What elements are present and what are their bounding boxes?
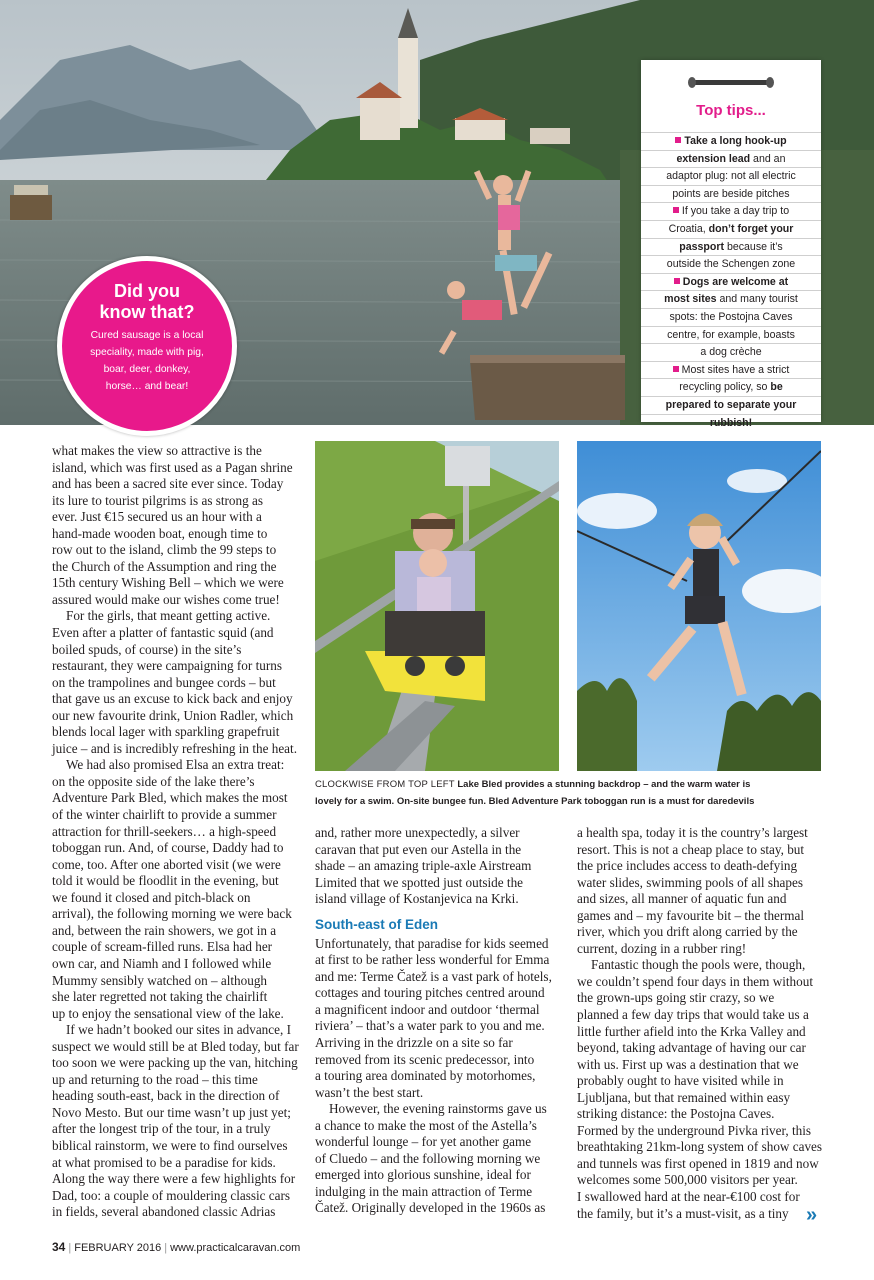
text-line: and has been a sacred site ever since. Today [52, 476, 284, 492]
text-line: For the girls, that meant getting active. [66, 608, 271, 624]
tip-text-pre: points are beside pitches [672, 187, 790, 200]
did-you-know-title: Did you know that? [99, 281, 195, 322]
tip-text-bold: most sites [664, 293, 717, 306]
tip-text-pre: a dog crèche [700, 346, 762, 359]
pink-bullet-icon [674, 278, 680, 284]
tip-text-bold: passport [679, 240, 725, 253]
text-line: river, which you drift along carried by the [577, 924, 798, 940]
tip-line [641, 255, 821, 273]
continue-arrow-icon: » [806, 1204, 818, 1226]
text-line: breathtaking 21km-long system of show caves [577, 1139, 823, 1155]
text-line: resort. This is not a cheap place to stay, but [577, 841, 805, 857]
text-line: Even after a platter of fantastic squid (and [52, 625, 274, 641]
text-line: a magnificent indoor and outdoor ‘thermal [315, 1001, 540, 1017]
tip-text-pre: adaptor plug: not all electric [666, 170, 796, 183]
text-line: games and – my favourite bit – the thermal [577, 907, 805, 923]
text-line: planned a few day trips that would take us a [577, 1007, 809, 1023]
text-line: wasn’t the best start. [315, 1084, 424, 1100]
text-line: row out to the island, climb the 99 steps to [52, 542, 277, 558]
text-line: wonderful lounge – for yet another game [315, 1134, 532, 1150]
tip-text-post: and many tourist [716, 293, 798, 306]
text-line: probably ought to have visited while in [577, 1073, 784, 1089]
text-line: our new favourite drink, Union Radler, which [52, 707, 294, 723]
pink-bullet-icon [675, 137, 681, 143]
text-line: what makes the view so attractive is the [52, 443, 262, 458]
text-line: island, which was first used as a Pagan shrine [52, 459, 293, 475]
tip-text-pre: spots: the Postojna Caves [669, 310, 793, 323]
text-line: striking distance: the Postojna Caves. [577, 1106, 775, 1122]
tip-text-pre: centre, for example, boasts [667, 328, 795, 341]
text-line: the Church of the Assumption and ring the [52, 558, 277, 574]
text-line: welcomes some 500,000 visitors per year. [577, 1172, 798, 1188]
text-line: Limited that we spotted just outside the [315, 874, 524, 890]
text-line: restaurant, they were campaigning for turns [52, 658, 282, 674]
text-line: current, dozing in a rubber ring! [577, 940, 747, 956]
text-line: little further afield into the Krka Valley and [577, 1023, 806, 1039]
text-line: a health spa, today it is the country’s largest [577, 825, 808, 840]
text-line: boiled spuds, of course) in the site’s [52, 641, 242, 657]
text-line: of the winter chairlift to provide a summer [52, 807, 277, 823]
tip-line [641, 414, 821, 432]
text-line: assured would make our wishes come true! [52, 591, 280, 607]
text-line: and, rather more unexpectedly, a silver [315, 825, 520, 840]
footer-separator-1: | [68, 1242, 72, 1254]
column-2-top-text [315, 825, 565, 908]
footer-separator-2: | [164, 1242, 168, 1254]
tip-text-bold: extension lead [676, 152, 751, 165]
tip-line [641, 150, 821, 168]
tip-text-pre: recycling policy, so [679, 381, 771, 394]
text-line: Along the way there were a few highlights for [52, 1171, 296, 1187]
text-line: Unfortunately, that paradise for kids seemed [315, 935, 549, 951]
text-line: However, the evening rainstorms gave us [329, 1101, 547, 1117]
text-line: couple of scream-filled runs. Elsa had her [52, 939, 273, 955]
page-footer [52, 1240, 300, 1254]
text-line: and, between the rain showers, we got in a [52, 922, 277, 938]
text-line: we found it closed and pitch-black on [52, 889, 251, 905]
paper-clip-icon [691, 80, 771, 85]
section-subheading: South-east of Eden [315, 916, 439, 932]
toboggan-photo [315, 441, 559, 771]
text-line: Fantastic though the pools were, though, [591, 957, 806, 973]
tip-text-bold: don’t forget your [708, 222, 794, 235]
text-line: heading south-east, back in the direction of [52, 1088, 280, 1104]
top-tips-box [641, 60, 821, 429]
text-line: Formed by the underground Pivka river, this [577, 1122, 812, 1138]
did-you-know-badge [57, 256, 237, 436]
tip-line [641, 220, 821, 238]
article-column-2 [315, 825, 565, 1217]
tip-text-pre: If you take a day trip to [681, 205, 790, 218]
text-line: attraction for thrill-seekers… a high-speed [52, 823, 277, 839]
text-line: caravan that put even our Astella in the [315, 841, 522, 857]
text-line: up and returning to the road – this time [52, 1071, 258, 1087]
text-line: and me: Terme Čatež is a vast park of hotels, [315, 968, 552, 984]
top-tips-list [641, 132, 821, 431]
text-line: shade – an amazing triple-axle Airstream [315, 858, 532, 874]
text-line: ever. Just €15 secured us an hour with a [52, 509, 262, 525]
text-line: too soon we were packing up the van, hitching [52, 1055, 298, 1071]
text-line: riviera’ – that’s a water park to you and me. [315, 1018, 545, 1034]
text-line: hand-made wooden boat, enough time to [52, 525, 268, 541]
text-line: arrival), the following morning we were back [52, 906, 292, 922]
tip-line [641, 167, 821, 185]
tip-line [641, 326, 821, 344]
text-line: the grown-ups going stir crazy, so we [577, 990, 775, 1006]
tip-text-pre: Most sites have a strict [681, 363, 790, 376]
text-line: Novo Mesto. But our time wasn’t up just yet; [52, 1104, 291, 1120]
text-line: I swallowed hard at the near-€100 cost for [577, 1189, 800, 1205]
text-line: a touring area dominated by motorhomes, [315, 1068, 536, 1084]
text-line: after the longest trip of the tour, in a truly [52, 1121, 271, 1137]
text-line: Arriving in the drizzle on a site so far [315, 1035, 513, 1051]
text-line: own car, and Niamh and I followed while [52, 955, 272, 971]
text-line: that gave us an excuse to kick back and enjoy [52, 691, 293, 707]
caption-line-1: Lake Bled provides a stunning backdrop – and the warm water is [457, 779, 751, 790]
text-line: we couldn’t spend four days in them without [577, 973, 813, 989]
pink-bullet-icon [673, 366, 679, 372]
caption-label: CLOCKWISE FROM TOP LEFT [315, 779, 455, 790]
tip-line [641, 308, 821, 326]
tip-line [641, 132, 821, 150]
pink-bullet-icon [673, 207, 679, 213]
text-line: island village of Kostanjevica na Krki. [315, 891, 519, 907]
text-line: its lure to tourist pilgrims is as strong as [52, 492, 263, 508]
text-line: on the opposite side of the lake there’s [52, 773, 255, 789]
text-line: and sizes, all manner of aquatic fun and [577, 891, 787, 907]
text-line: Čatež. Originally developed in the 1960s as [315, 1200, 546, 1216]
tip-text-pre: outside the Schengen zone [666, 258, 796, 271]
text-line: blends local lager with sparkling grapefruit [52, 724, 280, 740]
text-line: up to enjoy the sensational view of the lake. [52, 1005, 284, 1021]
tip-line [641, 396, 821, 414]
top-tips-title: Top tips... [696, 102, 766, 119]
text-line: suspect we would still be at Bled today, but far [52, 1038, 299, 1054]
article-column-3 [577, 825, 825, 1222]
text-line: Ljubljana, but that remained within easy [577, 1089, 791, 1105]
photo-caption [315, 776, 825, 809]
text-line: 15th century Wishing Bell – which we were [52, 575, 284, 591]
text-line: a chance to make the most of the Astella’s [315, 1117, 537, 1133]
tip-line [641, 361, 821, 379]
article-column-1 [52, 443, 300, 1221]
page-number: 34 [52, 1240, 66, 1254]
tip-text-post: and an [750, 152, 786, 165]
tip-line [641, 238, 821, 256]
text-line: on the trampolines and bungee cords – but [52, 674, 276, 690]
text-line: at first to be rather less wonderful for Emma [315, 952, 550, 968]
tip-line [641, 202, 821, 220]
tip-line [641, 378, 821, 396]
bungee-photo [577, 441, 821, 771]
text-line: and tunnels was first opened in 1819 and now [577, 1155, 819, 1171]
text-line: told it would be floodlit in the evening, but [52, 873, 279, 889]
text-line: at what promised to be a paradise for kids. [52, 1154, 276, 1170]
text-line: indulging in the main attraction of Terme [315, 1183, 533, 1199]
text-line: in fields, several abandoned classic Adrias [52, 1204, 276, 1220]
text-line: juice – and is incredibly refreshing in the heat. [52, 740, 297, 756]
text-line: the price includes access to death-defying [577, 858, 798, 874]
text-line: toboggan run. And, of course, Daddy had to [52, 840, 284, 856]
text-line: water slides, swimming pools of all shapes [577, 874, 803, 890]
tip-line [641, 290, 821, 308]
tip-text-bold: be [770, 381, 783, 394]
column-2-bottom-text [315, 936, 565, 1217]
text-line: cottages and touring pitches centred around [315, 985, 545, 1001]
caption-line-2: lovely for a swim. On-site bungee fun. Bled Adventure Park toboggan run is a must for daredevils [315, 795, 755, 807]
tip-line [641, 185, 821, 203]
tip-line [641, 273, 821, 291]
issue-date: FEBRUARY 2016 [74, 1242, 162, 1254]
text-line: If we hadn’t booked our sites in advance, I [66, 1022, 291, 1038]
text-line: biblical rainstorm, we were to find ourselves [52, 1137, 288, 1153]
text-line: We had also promised Elsa an extra treat: [66, 757, 285, 773]
text-line: with us. First up was a destination that we [577, 1056, 799, 1072]
text-line: removed from its scenic predecessor, into [315, 1051, 535, 1067]
tip-text-bold: Take a long hook-up [684, 135, 787, 147]
text-line: Adventure Park Bled, which makes the most [52, 790, 288, 806]
did-you-know-body: Cured sausage is a local speciality, made with pig, boar, deer, donkey, horse… and bear! [90, 330, 204, 392]
text-line: Dad, too: a couple of mouldering classic cars [52, 1187, 291, 1203]
text-line: emerged into glorious sunshine, ideal for [315, 1167, 531, 1183]
tip-line [641, 343, 821, 361]
text-line: come, too. After one aborted visit (we were [52, 856, 281, 872]
tip-text-bold: rubbish! [709, 416, 753, 429]
tip-text-pre: Croatia, [668, 222, 709, 235]
text-line: Mummy sensibly watched on – although [52, 972, 268, 988]
text-line: the family, but it’s a must-visit, as a tiny [577, 1205, 789, 1221]
website-url: www.practicalcaravan.com [170, 1242, 301, 1254]
text-line: she later regretted not taking the chairlift [52, 989, 268, 1005]
text-line: beyond, taking advantage of having our car [577, 1040, 806, 1056]
tip-text-post: because it’s [724, 240, 783, 253]
tip-text-bold: Dogs are welcome at [682, 275, 789, 288]
text-line: of Cluedo – and the following morning we [315, 1150, 541, 1166]
tip-text-bold: prepared to separate your [665, 398, 797, 411]
